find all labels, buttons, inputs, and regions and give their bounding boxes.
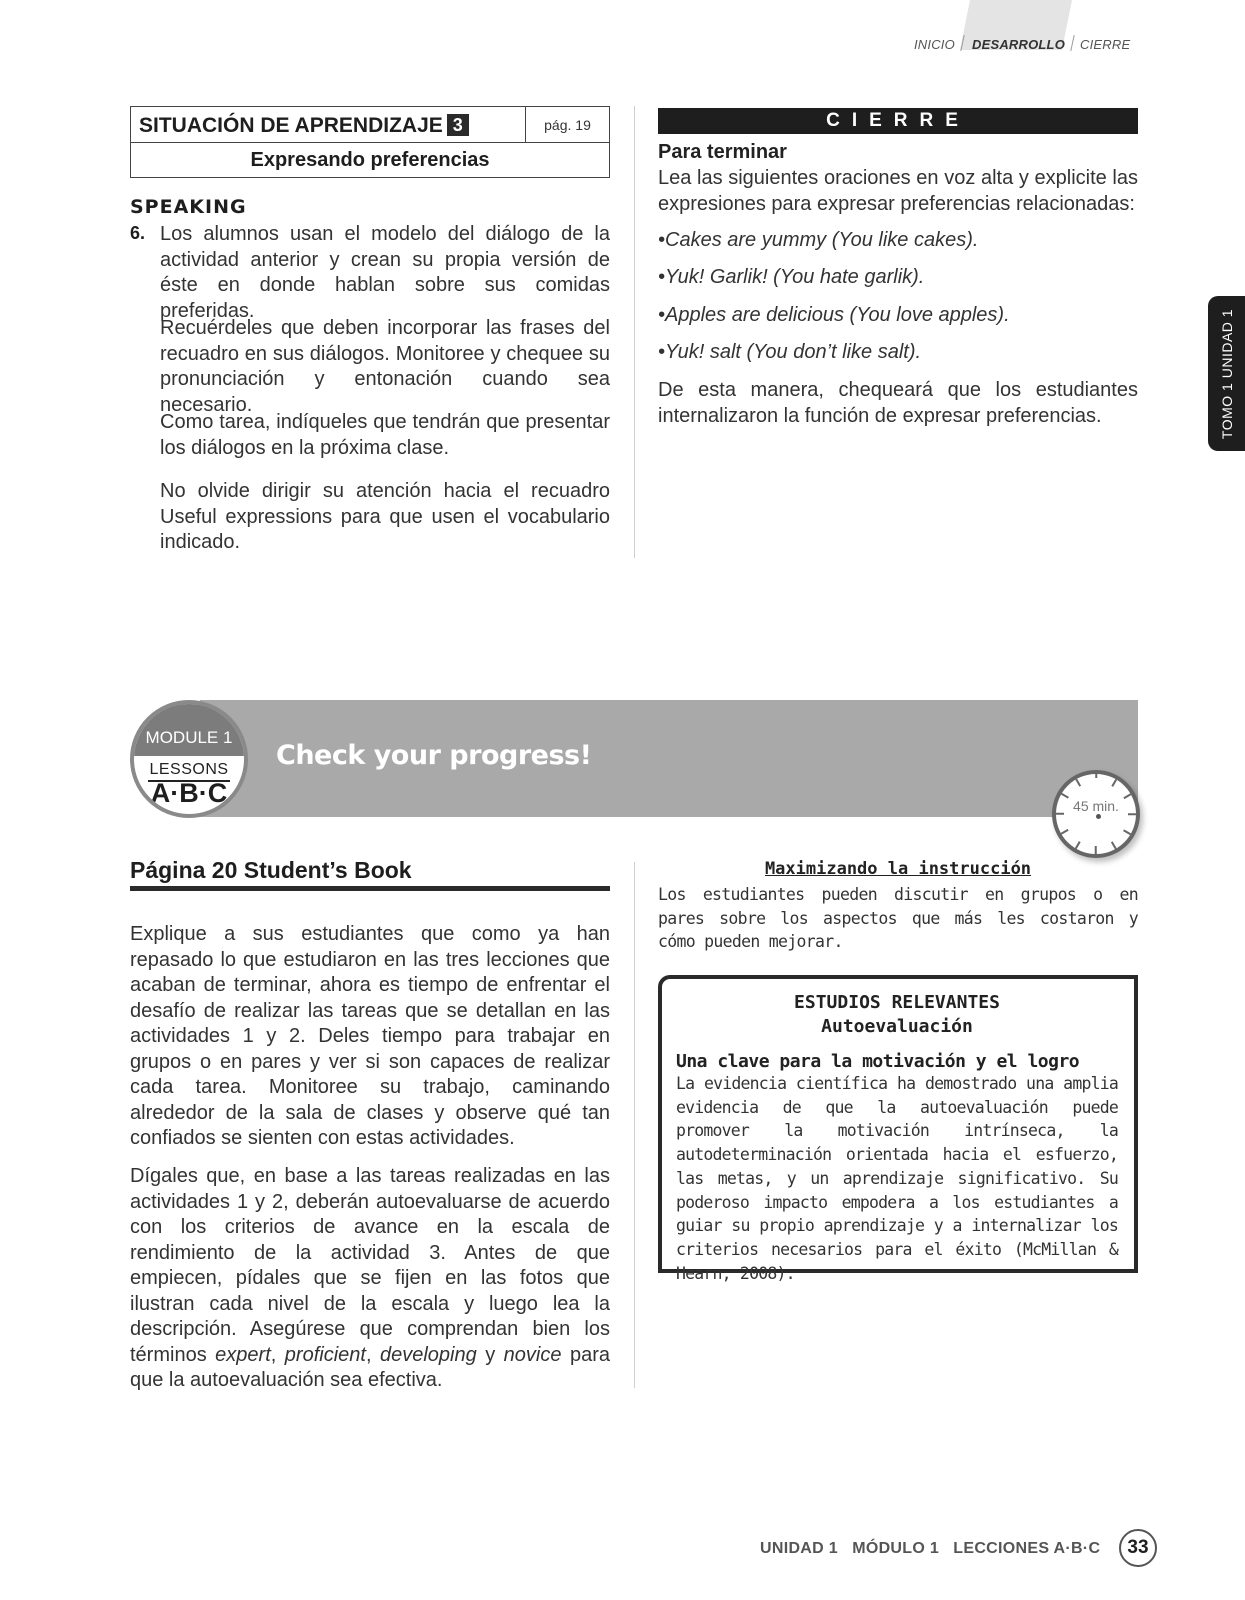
pagina-title: Página 20 Student’s Book xyxy=(130,857,412,883)
cierre-bar: CIERRE xyxy=(658,108,1138,134)
cierre-bullet: •Apples are delicious (You love apples). xyxy=(658,304,1010,326)
lessons-abc: A·B·C xyxy=(150,778,228,808)
nav-divider xyxy=(1070,35,1074,51)
side-tab xyxy=(1208,296,1245,451)
cierre-closing: De esta manera, chequeará que los estudiantes internalizaron la función de expresar preferencias. xyxy=(658,379,1138,427)
banner-title: Check your progress! xyxy=(276,740,592,771)
speaking-paragraph: Como tarea, indíqueles que tendrán que presentar los diálogos en la próxima clase. xyxy=(160,411,610,459)
item-number: 6. xyxy=(130,223,146,243)
maximizando-title: Maximizando la instrucción xyxy=(764,859,1032,879)
nav-inicio: INICIO xyxy=(914,37,955,52)
module-badge xyxy=(130,700,248,818)
nav-desarrollo: DESARROLLO xyxy=(972,37,1065,52)
speaking-heading: SPEAKING xyxy=(130,196,247,218)
estudios-body: La evidencia científica ha demostrado una amplia evidencia de que la autoevaluación puede promover la motivación intrínseca, la autodeterminación orientada hacia el esfuerzo, las metas, y un aprendizaje significativo. Su poderoso impacto empodera a los estudiantes a guiar su propio aprendizaje y a internalizar los criterios necesarios para el éxito (McMillan & Hearn, 2008). xyxy=(676,1074,1118,1283)
maximizando-text: Los estudiantes pueden discutir en grupos o en pares sobre los aspectos que más les costaron y cómo pueden mejorar. xyxy=(658,885,1138,951)
situacion-title-text: SITUACIÓN DE APRENDIZAJE xyxy=(139,114,443,137)
situacion-number-badge: 3 xyxy=(447,114,469,136)
speaking-paragraph: No olvide dirigir su atención hacia el recuadro Useful expressions para que usen el vocabulario indicado. xyxy=(160,480,610,553)
lessons-label: LESSONS xyxy=(149,761,229,778)
side-tab-label: TOMO 1 UNIDAD 1 xyxy=(1218,308,1235,439)
footer-text: UNIDAD 1 MÓDULO 1 LECCIONES A·B·C xyxy=(760,1540,1101,1557)
cierre-intro: Lea las siguientes oraciones en voz alta y explicite las expresiones para expresar preferencias relacionadas: xyxy=(658,167,1138,215)
column-divider xyxy=(634,862,635,1388)
stage-nav xyxy=(900,0,1140,56)
clock-icon xyxy=(1052,770,1140,858)
nav-cierre: CIERRE xyxy=(1080,37,1131,52)
situacion-subtitle: Expresando preferencias xyxy=(250,149,490,171)
estudios-title: ESTUDIOS RELEVANTES xyxy=(794,992,1000,1013)
pagina-paragraph: Dígales que, en base a las tareas realizadas en las actividades 1 y 2, deberán autoevaluarse de acuerdo con los criterios de avance en la escala de rendimiento de la actividad 3. Antes de que empiecen, pídales que se fijen en las fotos que ilustran cada nivel de la escala y luego lea la descripción. Asegúrese que comprendan bien los términos expert, proficient, developing y novice para que la autoevaluación sea efectiva. xyxy=(130,1165,610,1391)
column-divider xyxy=(634,106,635,558)
estudios-relevantes-box xyxy=(658,975,1138,1283)
speaking-paragraph: Recuérdeles que deben incorporar las frases del recuadro en sus diálogos. Monitoree y chequee su pronunciación y entonación cuando sea necesario. xyxy=(160,317,610,416)
estudios-subtitle: Autoevaluación xyxy=(821,1016,973,1037)
speaking-paragraph: Los alumnos usan el modelo del diálogo de la actividad anterior y crean su propia versión de éste en donde hablan sobre sus comidas preferidas. xyxy=(160,223,610,322)
time-label: 45 min. xyxy=(1073,798,1119,814)
title-rule xyxy=(130,886,610,891)
situacion-page-ref: pág. 19 xyxy=(544,117,591,133)
cierre-bullet: •Yuk! salt (You don’t like salt). xyxy=(658,341,922,363)
page-number: 33 xyxy=(1119,1529,1157,1567)
module-label: MODULE 1 xyxy=(145,728,233,747)
pagina-paragraph: Explique a sus estudiantes que como ya han repasado lo que estudiaron en las tres lecciones que acaban de terminar, ahora es tiempo de enfrentar el desafío de realizar las tareas que se detallan en las actividades 1 y 2. Deles tiempo para trabajar en grupos o en pares y ver si son capaces de realizar cada tarea. Monitoree su trabajo, caminando alrededor de la sala de clases y observe qué tan confiados se sienten con estas actividades. xyxy=(130,923,610,1149)
cierre-bullet: •Cakes are yummy (You like cakes). xyxy=(658,229,979,251)
para-terminar-heading: Para terminar xyxy=(658,141,787,163)
situacion-box xyxy=(130,106,610,178)
situacion-title xyxy=(131,107,526,142)
cierre-bullet: •Yuk! Garlik! (You hate garlik). xyxy=(658,266,925,288)
estudios-heading: Una clave para la motivación y el logro xyxy=(676,1051,1080,1072)
